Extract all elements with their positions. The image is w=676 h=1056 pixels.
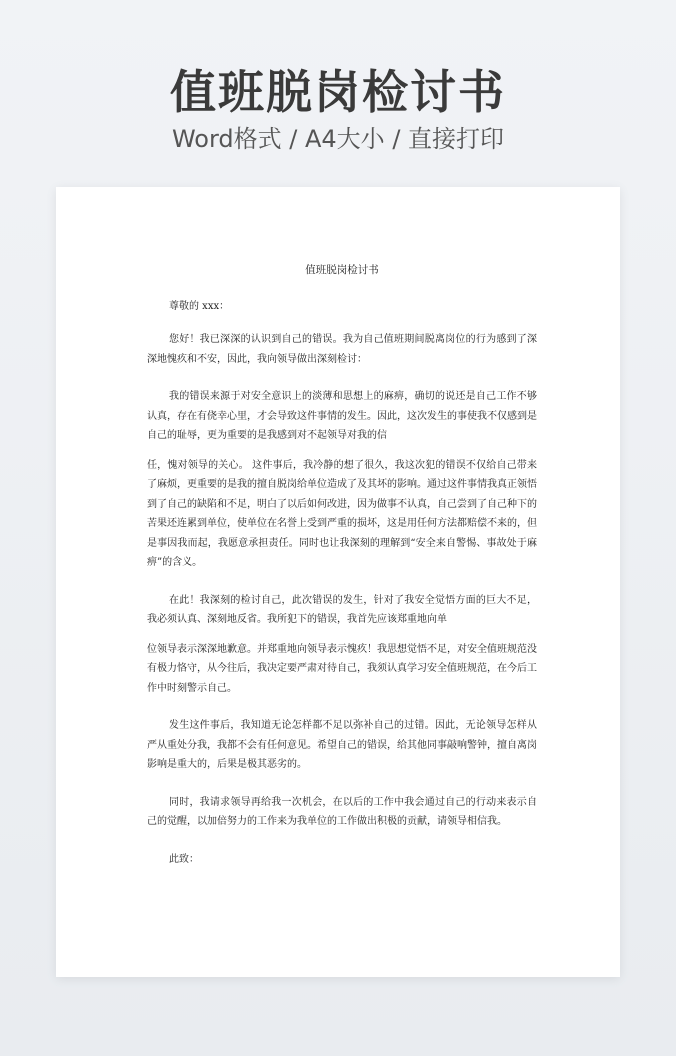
paragraph: 同时，我请求领导再给我一次机会，在以后的工作中我会通过自己的行动来表示自己的觉醒，以加倍努力的工作来为我单位的工作做出积极的贡献，请领导相信我。 [147, 796, 537, 827]
format-subtitle: Word格式 / A4大小 / 直接打印 [171, 125, 505, 153]
document-body [147, 262, 537, 865]
page-header [0, 62, 676, 156]
salutation: 尊敬的 xxx： [169, 301, 230, 312]
paragraph: 发生这件事后，我知道无论怎样都不足以弥补自己的过错。因此，无论领导怎样从严从重处分我，我都不会有任何意见。希望自己的错误，给其他同事敲响警钟，擅自离岗影响是重大的，后果是极其恶劣的。 [147, 720, 537, 770]
paragraph: 您好！我已深深的认识到自己的错误。我为自己值班期间脱离岗位的行为感到了深深地愧疚和不安，因此，我向领导做出深刻检讨： [147, 334, 537, 365]
paragraph: 我的错误来源于对安全意识上的淡薄和思想上的麻痹，确切的说还是自己工作不够认真，存在有侥幸心里，才会导致这件事情的发生。因此，这次发生的事使我不仅感到是自己的耻辱，更为重要的是我感到对不起领导对我的信 [147, 391, 537, 441]
document-title: 值班脱岗检讨书 [305, 264, 379, 276]
paragraph: 位领导表示深深地歉意。并郑重地向领导表示愧疚！我思想觉悟不足，对安全值班规范没有极力恪守，从今往后，我决定要严肃对待自己，我须认真学习安全值班规范，在今后工作中时刻警示自己。 [147, 643, 537, 694]
main-title: 值班脱岗检讨书 [170, 65, 506, 119]
paragraph: 在此！我深刻的检讨自己，此次错误的发生，针对了我安全觉悟方面的巨大不足，我必须认真、深刻地反省。我所犯下的错误，我首先应该郑重地向单 [147, 594, 537, 625]
document-page [56, 187, 620, 977]
paragraph: 任，愧对领导的关心。 这件事后，我冷静的想了很久，我这次犯的错误不仅给自己带来了麻烦，更重要的是我的擅自脱岗给单位造成了及其坏的影响。通过这件事情我真正领悟到了自己的缺陷和不足，明白了以后如何改进，因为做事不认真，自己尝到了自己种下的苦果还连累到单位，使单位在名誉上受到严重的损坏，这是用任何方法都赔偿不来的，但是事因我而起，我愿意承担责任。同时也让我深刻的理解到“安全来自警惕、事故处于麻痹”的含义。 [147, 459, 537, 568]
closing: 此致： [169, 853, 199, 865]
